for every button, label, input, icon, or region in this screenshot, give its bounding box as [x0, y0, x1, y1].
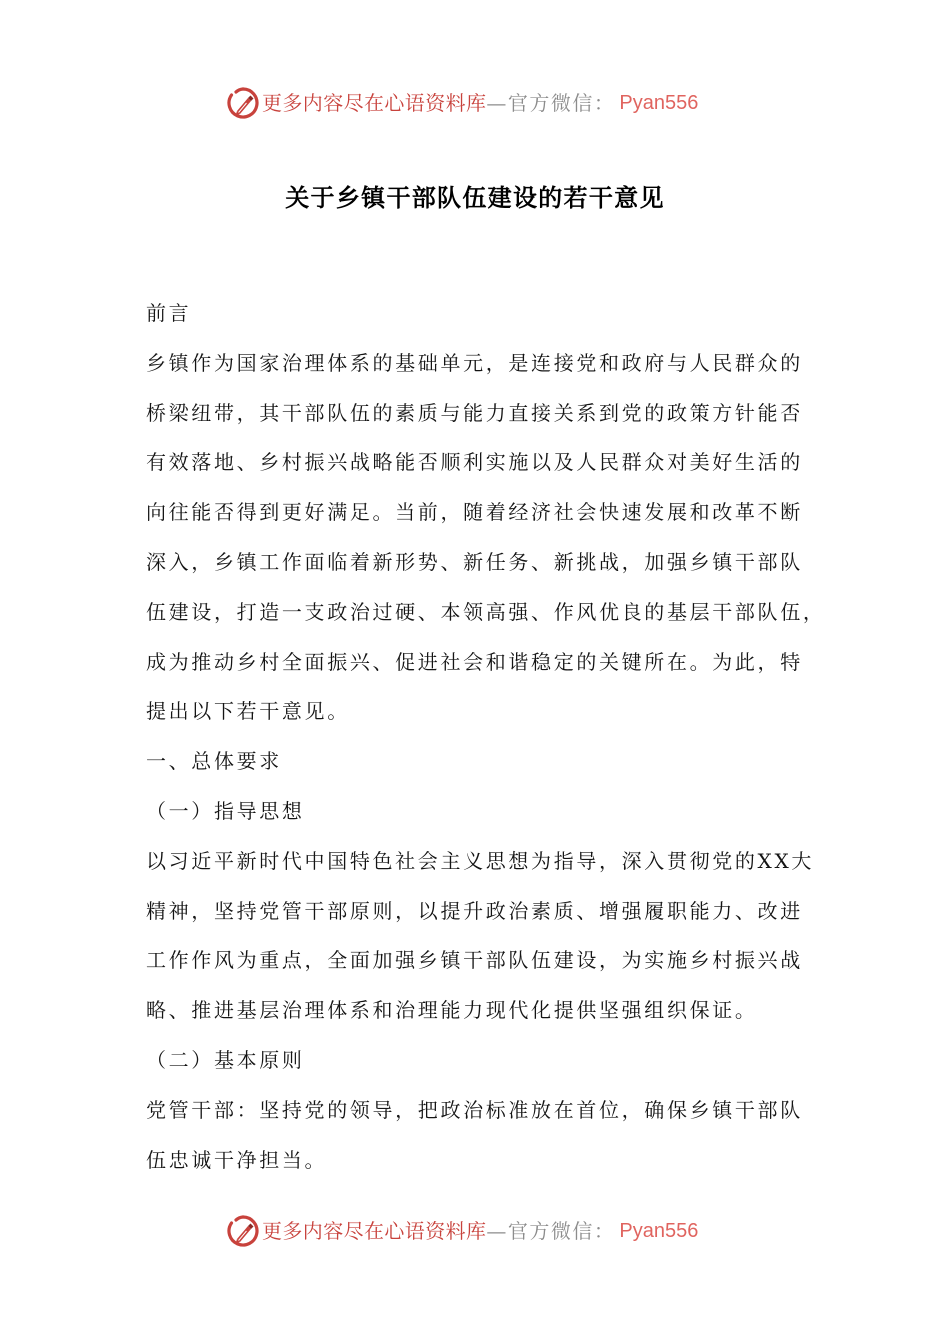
paragraph-line: 党管干部：坚持党的领导，把政治标准放在首位，确保乡镇干部队	[146, 1097, 803, 1122]
paragraph-line: 桥梁纽带，其干部队伍的素质与能力直接关系到党的政策方针能否	[146, 400, 803, 425]
watermark-separator: —官方微信：	[486, 1219, 616, 1243]
paragraph-line: 深入，乡镇工作面临着新形势、新任务、新挑战，加强乡镇干部队	[146, 549, 803, 574]
watermark-wechat-id: Pyan556	[619, 1220, 699, 1242]
footer-watermark	[226, 1214, 698, 1248]
section-heading: 一、总体要求	[146, 749, 282, 774]
paragraph-line: 乡镇作为国家治理体系的基础单元，是连接党和政府与人民群众的	[146, 350, 803, 375]
watermark-brand: 更多内容尽在心语资料库	[262, 1219, 487, 1243]
header-watermark	[226, 86, 698, 120]
watermark-brand: 更多内容尽在心语资料库	[262, 91, 487, 115]
document-title: 关于乡镇干部队伍建设的若干意见	[285, 183, 665, 212]
paragraph-line: 伍忠诚干净担当。	[146, 1147, 328, 1172]
watermark-wechat-id: Pyan556	[619, 92, 699, 114]
watermark-separator: —官方微信：	[486, 91, 616, 115]
pen-logo-icon	[226, 1214, 260, 1248]
subsection-heading: （一）指导思想	[146, 798, 305, 823]
paragraph-line: 提出以下若干意见。	[146, 699, 350, 724]
paragraph-line: 成为推动乡村全面振兴、促进社会和谐稳定的关键所在。为此，特	[146, 649, 803, 674]
document-body	[146, 289, 846, 1185]
paragraph-line: 精神，坚持党管干部原则，以提升政治素质、增强履职能力、改进	[146, 898, 803, 923]
preface-heading: 前言	[146, 301, 192, 325]
paragraph-line: 工作作风为重点，全面加强乡镇干部队伍建设，为实施乡村振兴战	[146, 948, 803, 973]
paragraph-line: 略、推进基层治理体系和治理能力现代化提供坚强组织保证。	[146, 998, 758, 1023]
subsection-heading: （二）基本原则	[146, 1047, 305, 1072]
paragraph-line: 有效落地、乡村振兴战略能否顺利实施以及人民群众对美好生活的	[146, 450, 803, 475]
paragraph-line: 以习近平新时代中国特色社会主义思想为指导，深入贯彻党的XX大	[146, 848, 814, 873]
pen-logo-icon	[226, 86, 260, 120]
paragraph-line: 伍建设，打造一支政治过硬、本领高强、作风优良的基层干部队伍，	[146, 599, 826, 624]
paragraph-line: 向往能否得到更好满足。当前，随着经济社会快速发展和改革不断	[146, 500, 803, 525]
